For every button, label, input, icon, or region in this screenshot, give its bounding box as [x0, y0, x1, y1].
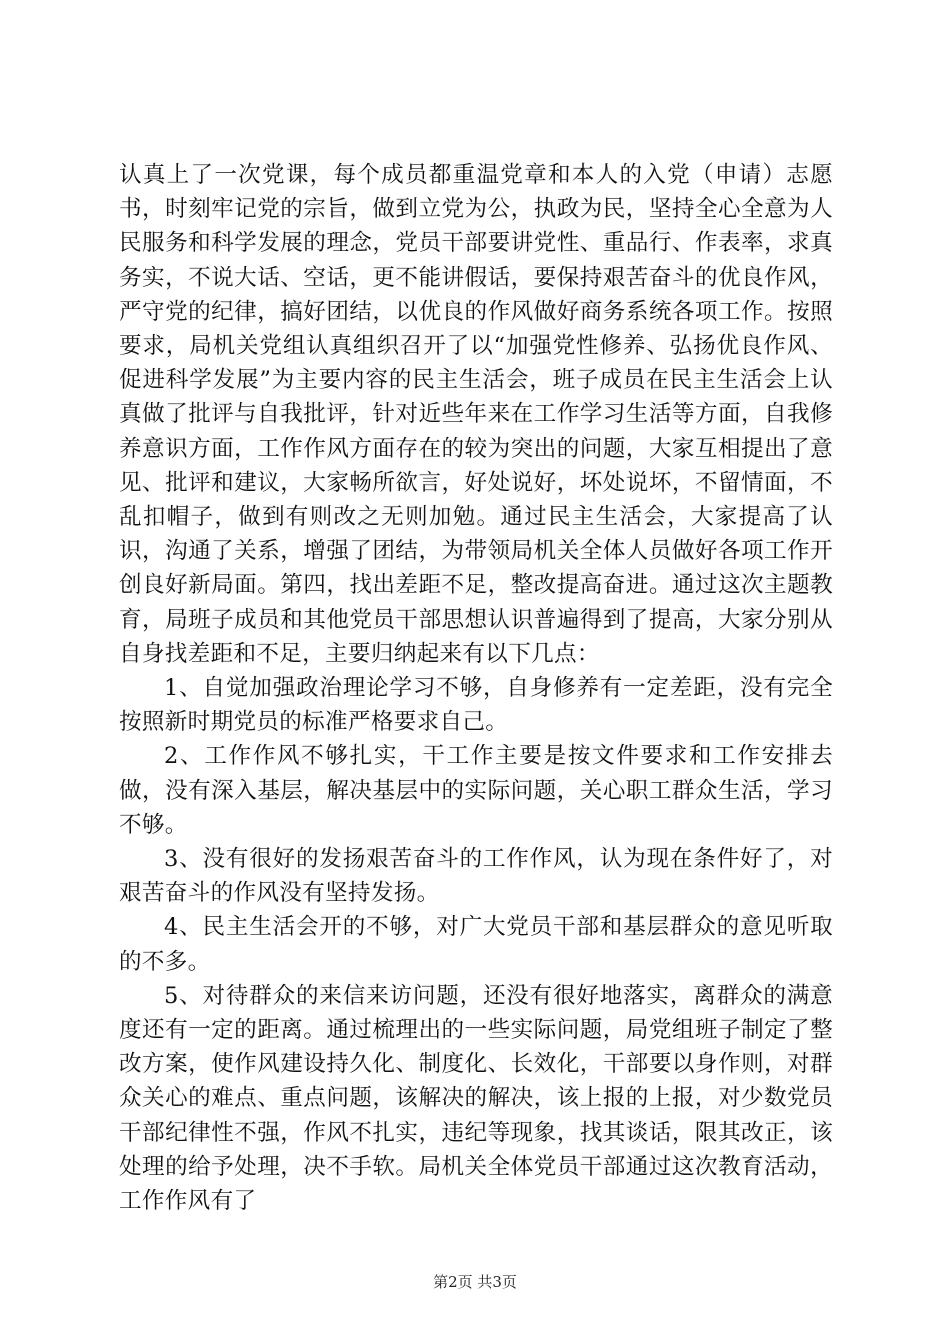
paragraph-item-2: 2、工作作风不够扎实，干工作主要是按文件要求和工作安排去做，没有深入基层，解决基层中的实际问题，关心职工群众生活，学习不够。 [119, 743, 833, 838]
paragraph-item-4: 4、民主生活会开的不够，对广大党员干部和基层群众的意见听取的不多。 [119, 914, 833, 975]
paragraph-item-3: 3、没有很好的发扬艰苦奋斗的工作作风，认为现在条件好了，对艰苦奋斗的作风没有坚持发扬。 [119, 846, 833, 907]
document-body [119, 158, 833, 1218]
paragraph-item-1: 1、自觉加强政治理论学习不够，自身修养有一定差距，没有完全按照新时期党员的标准严格要求自己。 [119, 675, 833, 736]
page-footer: 第2页 共3页 [433, 1273, 517, 1291]
paragraph-item-5: 5、对待群众的来信来访问题，还没有很好地落实，离群众的满意度还有一定的距离。通过梳理出的一些实际问题，局党组班子制定了整改方案，使作风建设持久化、制度化、长效化，干部要以身作则，对群众关心的难点、重点问题，该解决的解决，该上报的上报，对少数党员干部纪律性不强，作风不扎实，违纪等现象，找其谈话，限其改正，该处理的给予处理，决不手软。局机关全体党员干部通过这次教育活动，工作作风有了 [119, 982, 833, 1215]
paragraph-1: 认真上了一次党课，每个成员都重温党章和本人的入党（申请）志愿书，时刻牢记党的宗旨，做到立党为公，执政为民，坚持全心全意为人民服务和科学发展的理念，党员干部要讲党性、重品行、作表率，求真务实，不说大话、空话，更不能讲假话，要保持艰苦奋斗的优良作风，严守党的纪律，搞好团结，以优良的作风做好商务系统各项工作。按照要求，局机关党组认真组织召开了以“加强党性修养、弘扬优良作风、促进科学发展”为主要内容的民主生活会，班子成员在民主生活会上认真做了批评与自我批评，针对近些年来在工作学习生活等方面，自我修养意识方面，工作作风方面存在的较为突出的问题，大家互相提出了意见、批评和建议，大家畅所欲言，好处说好，坏处说坏，不留情面，不乱扣帽子，做到有则改之无则加勉。通过民主生活会，大家提高了认识，沟通了关系，增强了团结，为带领局机关全体人员做好各项工作开创良好新局面。第四，找出差距不足，整改提高奋进。通过这次主题教育，局班子成员和其他党员干部思想认识普遍得到了提高，大家分别从自身找差距和不足，主要归纳起来有以下几点： [119, 162, 833, 667]
